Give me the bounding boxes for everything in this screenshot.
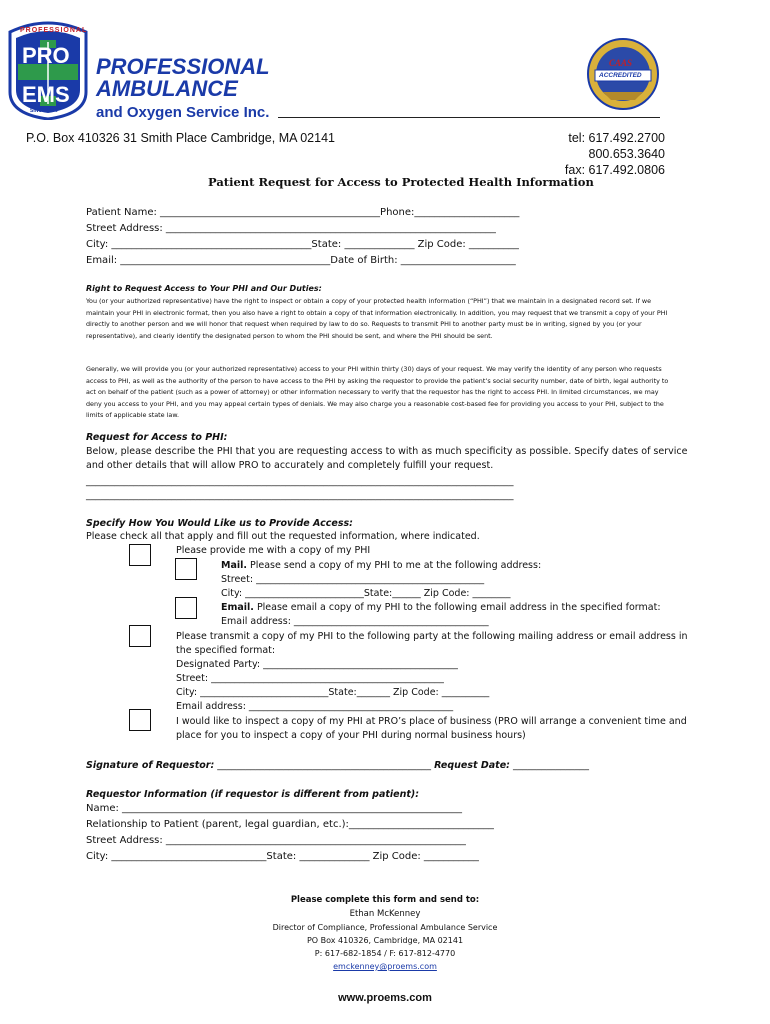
contact-role: Director of Compliance, Professional Ambulance Service — [272, 923, 498, 932]
patient-email-field[interactable]: Email: __________________________________________Date of Birth: _______________________ — [86, 255, 516, 266]
patient-name-field[interactable]: Patient Name: ____________________________________________Phone:_____________________ — [86, 207, 520, 218]
designated-party-field[interactable]: Designated Party: _________________________________________ — [176, 659, 458, 670]
signature-row[interactable] — [86, 760, 589, 771]
party-email-field[interactable]: Email address: ___________________________________________ — [176, 701, 454, 712]
rights-heading: Right to Request Access to Your PHI and Our Duties: — [86, 284, 322, 293]
inspect-option-label-1: I would like to inspect a copy of my PHI at PRO’s place of business (PRO will arrange a convenient time and — [176, 716, 687, 727]
request-date-blank[interactable]: ________________ — [509, 760, 589, 771]
contact-phone: P: 617-682-1854 / F: 617-812-4770 — [314, 949, 456, 958]
company-fax: fax: 617.492.0806 — [564, 163, 665, 177]
mail-street-field[interactable]: Street: ________________________________________________ — [221, 574, 485, 585]
rights-paragraph-1: You (or your authorized representative) have the right to inspect or obtain a copy of your protected health information (“PHI”) that we maintain in a designated record set. If we maintain your PHI in electronic format, then you also have a right to obtain a copy of that information electronically. In addition, you may request that we transmit a copy of your PHI directly to another person and we will honor that request when required by law to do so. Requests to transmit PHI to another party must be in writing, signed by you (or your representative), and clearly identify the designated person to whom the PHI should be sent, and where the PHI should be sent. — [86, 297, 668, 340]
company-name-line3: and Oxygen Service Inc. — [96, 104, 270, 121]
email-option-text: Please email a copy of my PHI to the following email address in the specified format: — [253, 602, 661, 613]
company-name-line1: PROFESSIONAL — [96, 54, 270, 79]
party-street-field[interactable]: Street: _________________________________________________ — [176, 673, 444, 684]
logo-ems-text: EMS — [22, 82, 70, 107]
mail-city-field[interactable]: City: _________________________State:______ Zip Code: ________ — [221, 588, 511, 599]
request-blank-line-2[interactable]: __________________________________________________________________________________________ — [86, 490, 514, 501]
email-checkbox[interactable] — [175, 597, 197, 619]
website-url[interactable]: www.proems.com — [338, 992, 432, 1004]
seal-caas-text: CAAS — [609, 58, 633, 68]
logo-pro-text: PRO — [22, 43, 70, 68]
inspect-option-label-2: place for you to inspect a copy of your PHI during normal business hours) — [176, 730, 526, 741]
inspect-checkbox[interactable] — [129, 709, 151, 731]
copy-checkbox[interactable] — [129, 544, 151, 566]
transmit-option-label-2: the specified format: — [176, 645, 276, 656]
request-heading: Request for Access to PHI: — [86, 432, 228, 443]
contact-address: PO Box 410326, Cambridge, MA 02141 — [306, 936, 464, 945]
send-to-heading: Please complete this form and send to: — [290, 895, 480, 905]
requestor-street-field[interactable]: Street Address: ____________________________________________________________ — [86, 835, 466, 846]
request-instructions-1: Below, please describe the PHI that you are requesting access to with as much specificity as possible. Specify dates of service — [86, 446, 688, 457]
mail-checkbox[interactable] — [175, 558, 197, 580]
company-address: P.O. Box 410326 31 Smith Place Cambridge, MA 02141 — [26, 131, 335, 145]
contact-email-row — [0, 962, 770, 971]
request-instructions-2: and other details that will allow PRO to accurately and completely fulfill your request. — [86, 460, 494, 471]
header-rule — [278, 117, 660, 118]
email-address-field[interactable]: Email address: _________________________________________ — [221, 616, 489, 627]
provide-instructions: Please check all that apply and fill out the requested information, where indicated. — [86, 531, 480, 542]
contact-email-link[interactable]: emckenney@proems.com — [333, 962, 437, 971]
transmit-checkbox[interactable] — [129, 625, 151, 647]
requestor-name-field[interactable]: Name: ____________________________________________________________________ — [86, 803, 463, 814]
provide-heading: Specify How You Would Like us to Provide Access: — [86, 518, 353, 529]
patient-city-field[interactable]: City: ________________________________________State: ______________ Zip Code: __________ — [86, 239, 519, 250]
transmit-option-label-1: Please transmit a copy of my PHI to the following party at the following mailing address or email address in — [176, 631, 688, 642]
copy-option-label: Please provide me with a copy of my PHI — [176, 545, 371, 556]
rights-paragraph-2: Generally, we will provide you (or your authorized representative) access to your PHI within thirty (30) days of your request. We may verify the identity of any person who requests access to PHI, as well as the authority of the person to have access to the PHI by asking the requestor to provide the patient’s social security number, date of birth, legal authority to act on behalf of the patient (such as a power of attorney) or other information necessary to verify that the requestor has the right to access PHI. In limited circumstances, we may deny you access to your PHI, and you may appeal certain types of denials. We may also charge you a reasonable cost-based fee for providing you access to your PHI, subject to the limits of applicable state law. — [86, 365, 669, 419]
requestor-city-field[interactable]: City: _______________________________State: ______________ Zip Code: ___________ — [86, 851, 479, 862]
logo-since-text: SINCE 1959 — [30, 108, 58, 114]
company-tel2: 800.653.3640 — [588, 147, 665, 161]
contact-name: Ethan McKenney — [349, 909, 421, 919]
mail-option-text: Please send a copy of my PHI to me at the following address: — [247, 560, 542, 571]
company-name-line2: AMBULANCE — [96, 76, 238, 101]
requestor-heading: Requestor Information (if requestor is different from patient): — [86, 789, 420, 800]
form-title: Patient Request for Access to Protected Health Information — [208, 175, 594, 189]
signature-blank[interactable]: _____________________________________________ — [214, 760, 435, 771]
request-date-label: Request Date: — [434, 760, 510, 771]
email-option-bold: Email. — [221, 602, 254, 613]
party-city-field[interactable]: City: ___________________________State:_______ Zip Code: __________ — [176, 687, 490, 698]
requestor-relationship-field[interactable]: Relationship to Patient (parent, legal guardian, etc.):_____________________________ — [86, 819, 494, 830]
mail-option-label — [221, 560, 541, 571]
seal-accredited-text: ACCREDITED — [599, 72, 642, 79]
email-option-label — [221, 602, 661, 613]
signature-label: Signature of Requestor: — [86, 760, 215, 771]
request-blank-line-1[interactable]: __________________________________________________________________________________________ — [86, 476, 514, 487]
logo-top-text: PROFESSIONAL — [20, 27, 88, 34]
patient-street-field[interactable]: Street Address: __________________________________________________________________ — [86, 223, 496, 234]
company-tel: tel: 617.492.2700 — [568, 131, 665, 145]
mail-option-bold: Mail. — [221, 560, 247, 571]
